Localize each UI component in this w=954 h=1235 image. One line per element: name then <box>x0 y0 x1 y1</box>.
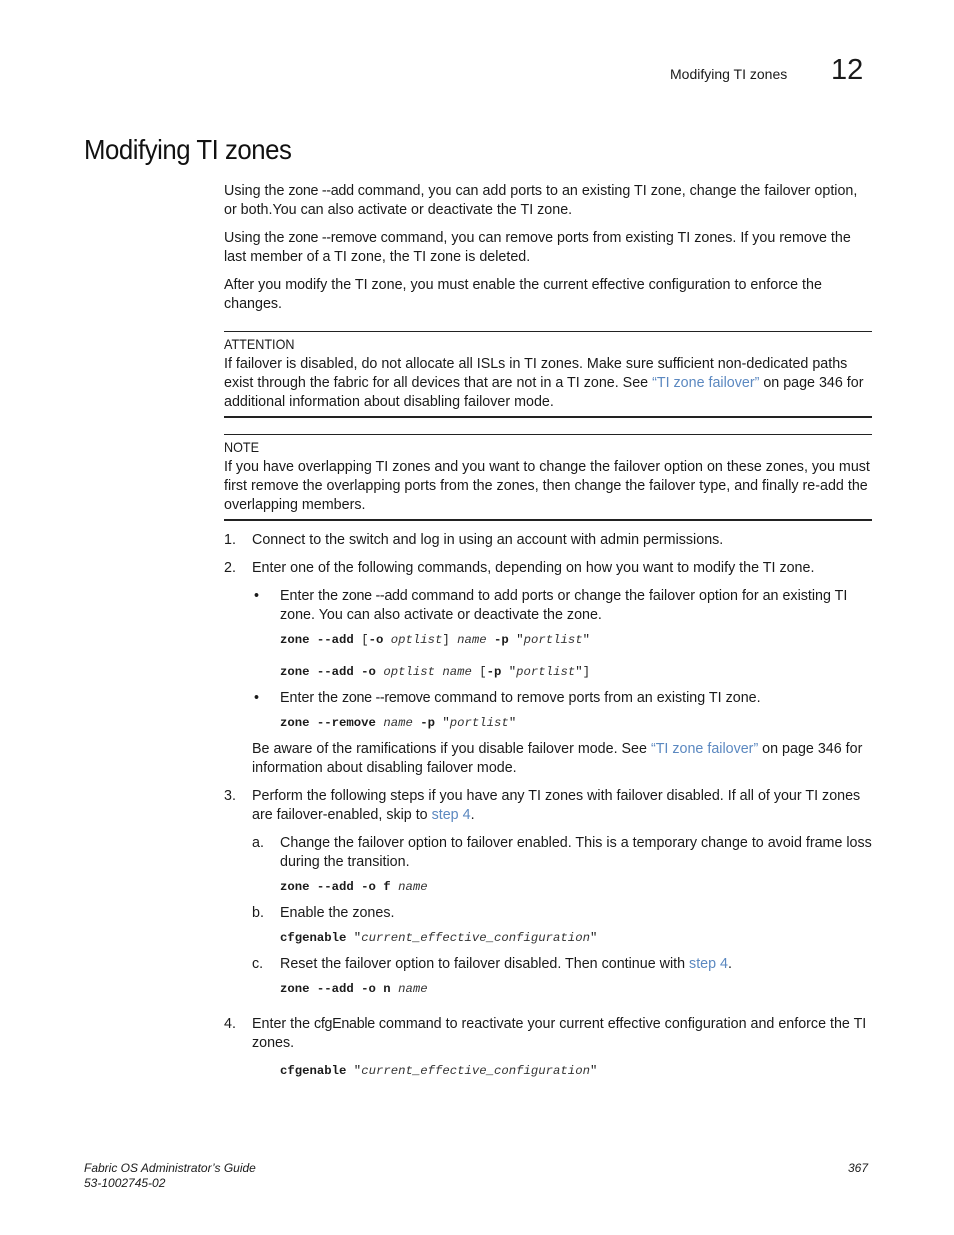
code-zone-remove: zone --remove name -p "portlist" <box>280 716 517 730</box>
step-4: 4. Enter the cfgEnable command to reactivate your current effective configuration and enforce the TI zones. <box>224 1016 867 1051</box>
bullet-icon: • <box>254 588 260 604</box>
note-box <box>224 434 872 521</box>
link-ti-zone-failover[interactable]: “TI zone failover” <box>652 375 760 391</box>
page-title: Modifying TI zones <box>84 134 292 165</box>
substep-a: a. Change the failover option to failover enabled. This is a temporary change to avoid frame loss during the transition. <box>252 835 872 870</box>
command-name: zone --remove <box>342 690 431 706</box>
failover-warning: Be aware of the ramifications if you disable failover mode. See “TI zone failover” on page 346 for information about disabling failover mode. <box>252 741 863 776</box>
command-name: zone --remove <box>288 230 377 246</box>
substep-letter: b. <box>252 905 264 921</box>
footer-doc-number: 53-1002745-02 <box>84 1176 166 1190</box>
intro-paragraph-2: Using the zone --remove command, you can remove ports from existing TI zones. If you remove the last member of a TI zone, the TI zone is deleted. <box>224 230 851 265</box>
substep-letter: c. <box>252 956 264 972</box>
chapter-number: 12 <box>831 54 864 86</box>
substep-letter: a. <box>252 835 264 851</box>
command-name: zone --add <box>288 183 354 199</box>
command-name: zone --add <box>342 588 408 604</box>
intro-paragraph-1: Using the zone --add command, you can add ports to an existing TI zone, change the failover option, or both.You can also activate or deactivate the TI zone. <box>224 183 858 218</box>
attention-text: If failover is disabled, do not allocate all ISLs in TI zones. Make sure sufficient non-dedicated paths exist through the fabric for all devices that are not in a TI zone. See “TI zone failover” on page 346 for additional information about disabling failover mode. <box>224 356 864 410</box>
attention-label: ATTENTION <box>224 336 295 352</box>
step-1: 1. Connect to the switch and log in using an account with admin permissions. <box>224 532 724 548</box>
step-number: 2. <box>224 560 236 576</box>
bullet-zone-remove: • Enter the zone --remove command to remove ports from an existing TI zone. <box>254 690 761 706</box>
code-cfgenable-1: cfgenable "current_effective_configuration" <box>280 931 598 945</box>
bullet-icon: • <box>254 690 260 706</box>
step-3: 3. Perform the following steps if you have any TI zones with failover disabled. If all of your TI zones are failover-enabled, skip to step 4. <box>224 788 861 823</box>
step-2: 2. Enter one of the following commands, depending on how you want to modify the TI zone. <box>224 560 815 576</box>
link-step-4[interactable]: step 4 <box>689 956 728 972</box>
substep-c: c. Reset the failover option to failover disabled. Then continue with step 4. <box>252 956 732 972</box>
code-failover-enable: zone --add -o f name <box>280 880 428 894</box>
note-text: If you have overlapping TI zones and you want to change the failover option on these zones, you must first remove the overlapping ports from the zones, then change the failover type, and finally re-add the overlapping members. <box>224 459 870 513</box>
code-zone-add-2: zone --add -o optlist name [-p "portlist"] <box>280 665 590 679</box>
step-number: 4. <box>224 1016 236 1032</box>
code-zone-add-1: zone --add [-o optlist] name -p "portlist" <box>280 633 591 647</box>
note-label: NOTE <box>224 439 260 455</box>
command-name: cfgEnable <box>314 1016 375 1032</box>
step-number: 1. <box>224 532 236 548</box>
footer-document-info <box>84 1161 256 1191</box>
code-failover-disable: zone --add -o n name <box>280 982 428 996</box>
link-ti-zone-failover[interactable]: “TI zone failover” <box>650 741 759 757</box>
bullet-zone-add: • Enter the zone --add command to add ports or change the failover option for an existing TI zone. You can also activate or deactivate the zone. <box>254 588 848 623</box>
substep-b: b. Enable the zones. <box>252 905 395 921</box>
code-cfgenable-2: cfgenable "current_effective_configuration" <box>280 1064 598 1078</box>
running-header-title: Modifying TI zones <box>670 66 788 82</box>
link-step-4[interactable]: step 4 <box>431 807 471 823</box>
main-content <box>224 182 872 1088</box>
attention-box <box>224 331 872 418</box>
step-number: 3. <box>224 788 236 804</box>
footer-page-number: 367 <box>848 1161 869 1175</box>
intro-paragraph-3: After you modify the TI zone, you must enable the current effective configuration to enforce the changes. <box>224 277 822 312</box>
footer-guide-title: Fabric OS Administrator’s Guide <box>84 1161 256 1175</box>
